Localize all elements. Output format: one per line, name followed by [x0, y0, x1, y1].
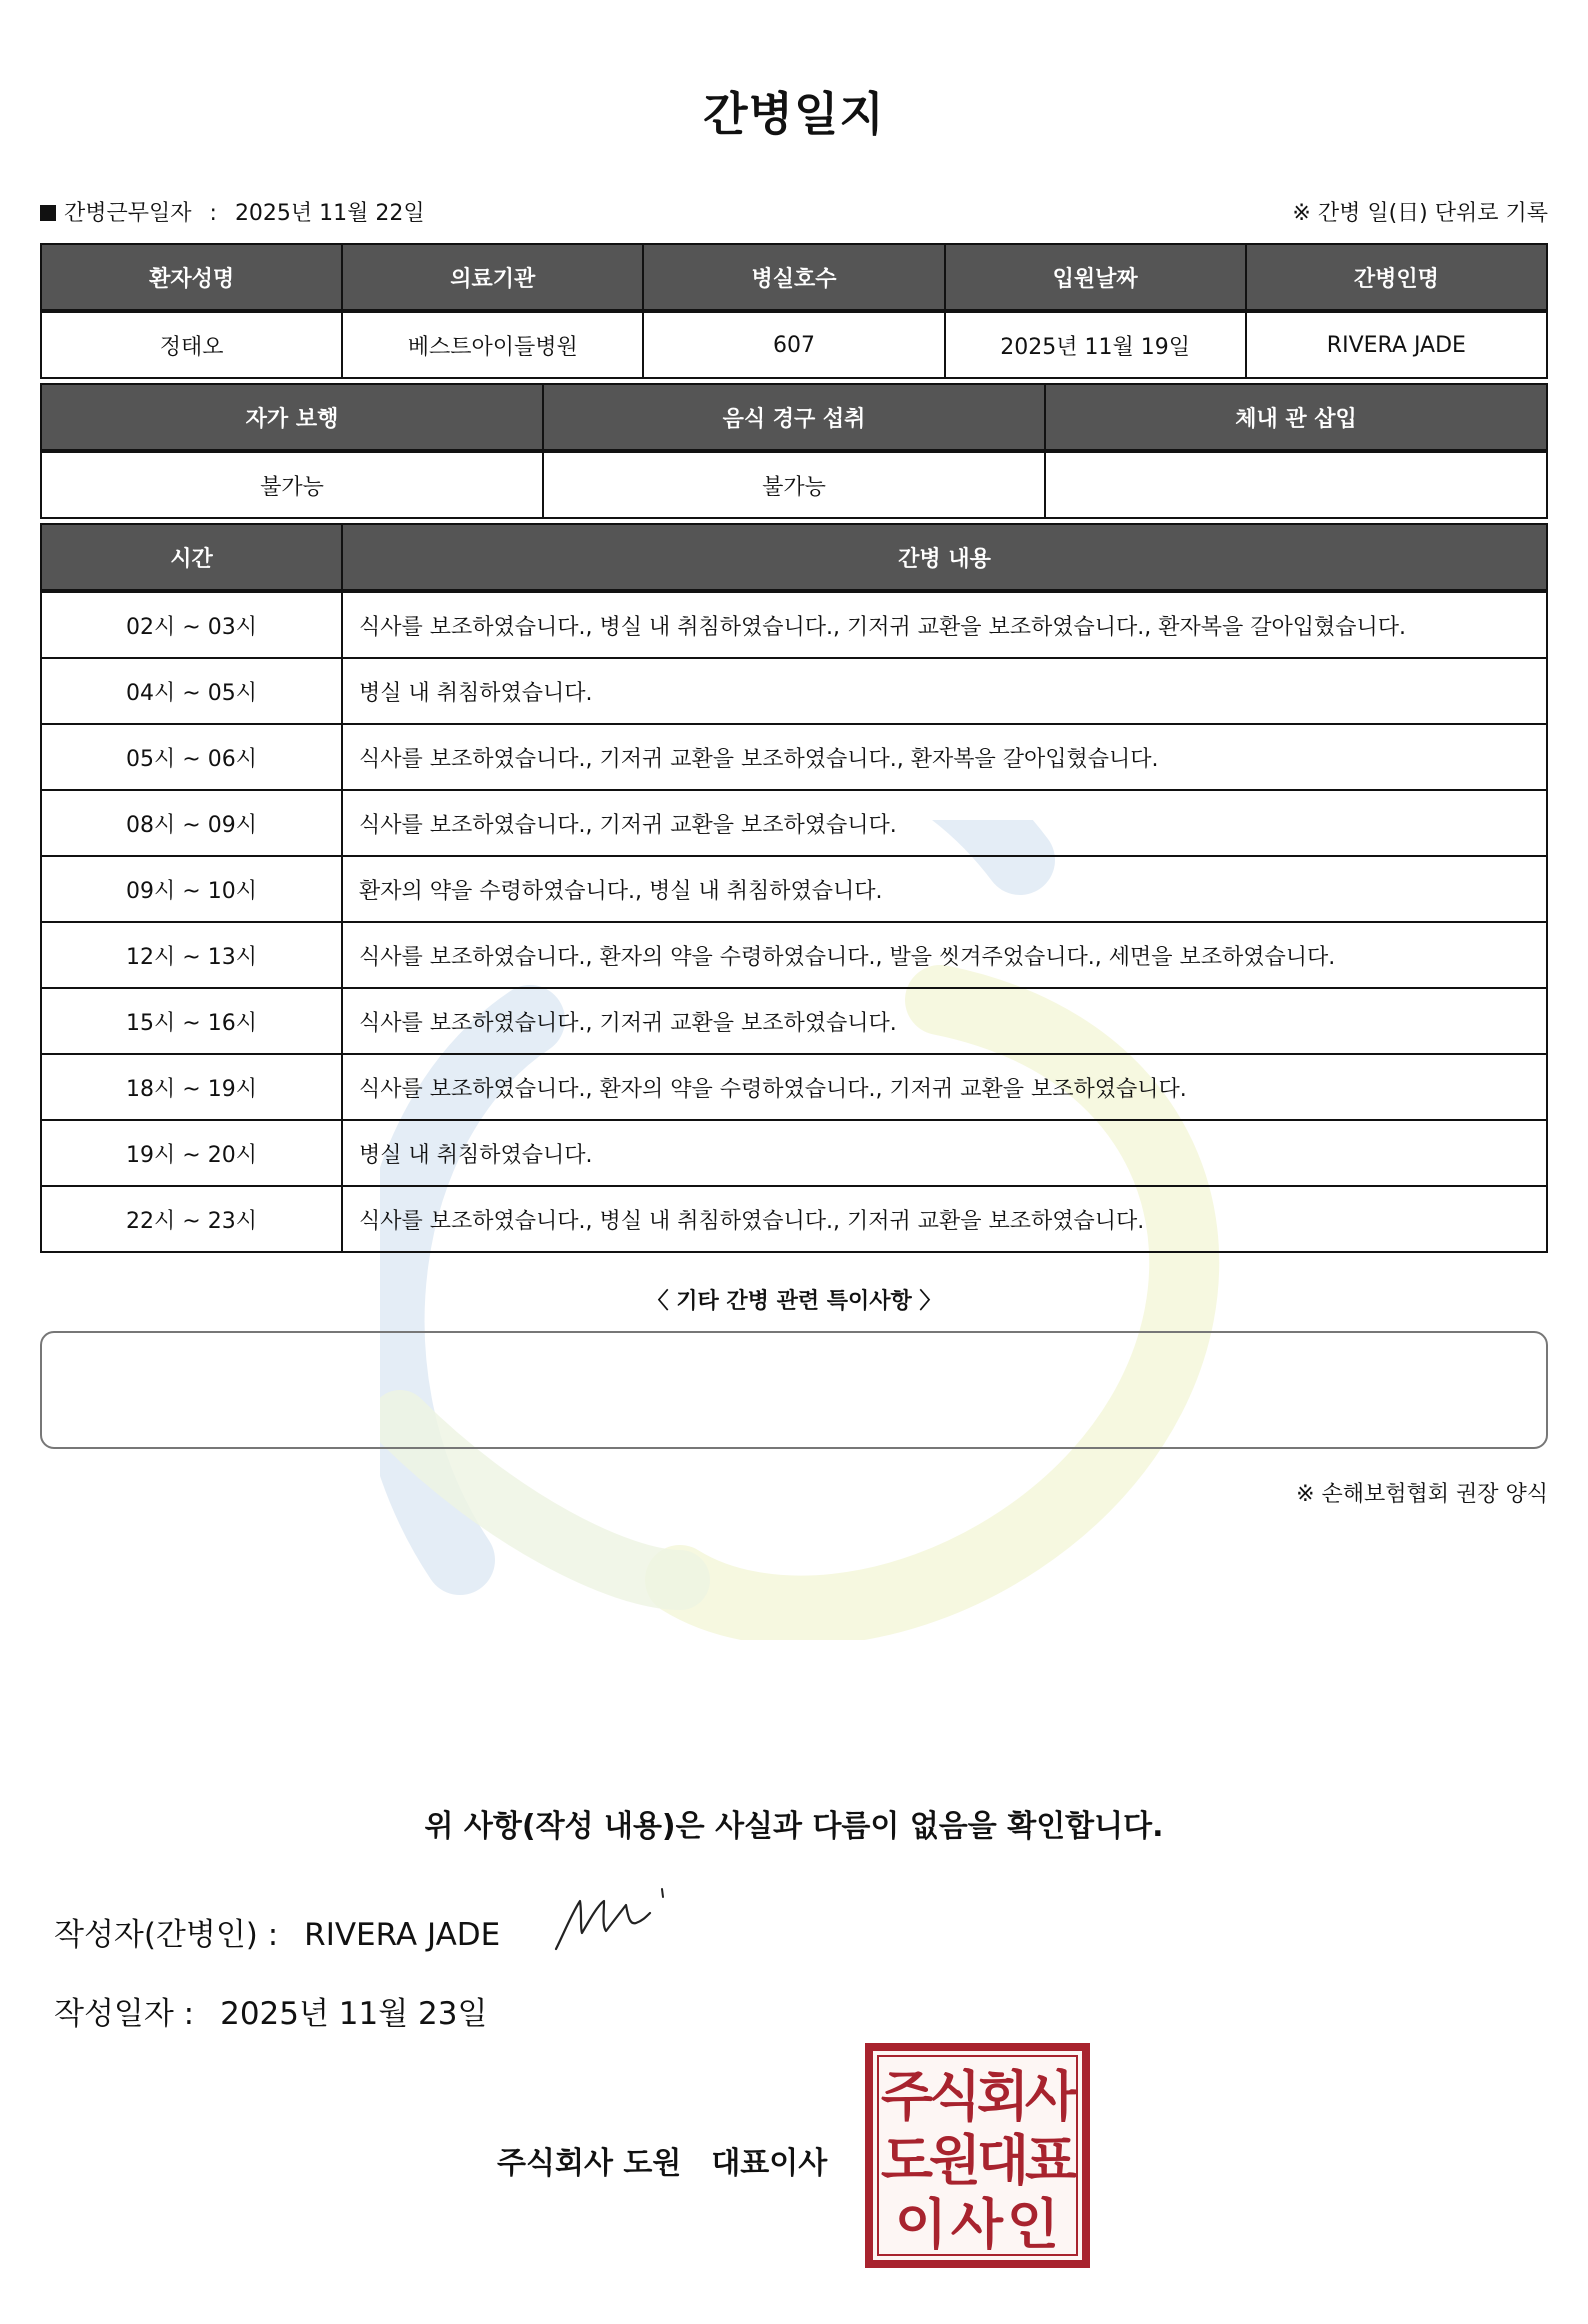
header-admission-date: 입원날짜: [945, 244, 1246, 311]
log-time: 15시 ~ 16시: [41, 988, 342, 1054]
log-time: 22시 ~ 23시: [41, 1186, 342, 1252]
svg-text:인: 인: [1006, 2193, 1060, 2256]
walking-status: 불가능: [41, 451, 543, 518]
table-row: [41, 311, 1547, 378]
written-date-line: [54, 1988, 487, 2033]
header-time: 시간: [41, 524, 342, 591]
table-row: [41, 451, 1547, 518]
svg-text:원: 원: [928, 2129, 982, 2192]
svg-text:이: 이: [894, 2193, 948, 2256]
company-seal: [865, 2043, 1090, 2268]
log-content: 식사를 보조하였습니다., 기저귀 교환을 보조하였습니다.: [342, 988, 1547, 1054]
header-patient-name: 환자성명: [41, 244, 342, 311]
log-time: 19시 ~ 20시: [41, 1120, 342, 1186]
table-row: [41, 988, 1547, 1054]
log-time: 09시 ~ 10시: [41, 856, 342, 922]
log-content: 식사를 보조하였습니다., 병실 내 취침하였습니다., 기저귀 교환을 보조하였습니다.: [342, 1186, 1547, 1252]
form-note: ※ 손해보험협회 권장 양식: [1296, 1482, 1548, 1507]
table-row: [41, 922, 1547, 988]
table-row: [41, 658, 1547, 724]
svg-text:사: 사: [950, 2193, 1004, 2256]
writer-name: RIVERA JADE: [304, 1917, 501, 1953]
svg-text:회: 회: [976, 2065, 1030, 2128]
table-header-row: [41, 384, 1547, 451]
oral-intake-status: 불가능: [543, 451, 1045, 518]
special-notes-title: 〈 기타 간병 관련 특이사항 〉: [646, 1289, 942, 1314]
table-row: [41, 1120, 1547, 1186]
work-date: [40, 196, 425, 227]
log-content: 병실 내 취침하였습니다.: [342, 658, 1547, 724]
colon: :: [209, 201, 217, 226]
header-oral-intake: 음식 경구 섭취: [543, 384, 1045, 451]
header-walking: 자가 보행: [41, 384, 543, 451]
unit-note: ※ 간병 일(日) 단위로 기록: [1292, 201, 1548, 226]
patient-name: 정태오: [41, 311, 342, 378]
header-room: 병실호수: [643, 244, 944, 311]
admission-date: 2025년 11월 19일: [945, 311, 1246, 378]
company-name: 주식회사 도원: [497, 2146, 682, 2181]
company-signature: [497, 2138, 827, 2182]
caregiver-name: RIVERA JADE: [1246, 311, 1547, 378]
written-date-label: 작성일자 :: [54, 1996, 195, 2032]
special-notes-box: [40, 1331, 1548, 1449]
header-content: 간병 내용: [342, 524, 1547, 591]
hospital-name: 베스트아이들병원: [342, 311, 643, 378]
room-number: 607: [643, 311, 944, 378]
care-log-table: [40, 523, 1548, 1253]
written-date-value: 2025년 11월 23일: [220, 1996, 488, 2032]
log-time: 04시 ~ 05시: [41, 658, 342, 724]
svg-text:도: 도: [880, 2129, 934, 2192]
header-caregiver: 간병인명: [1246, 244, 1547, 311]
patient-status-table: [40, 383, 1548, 519]
log-time: 08시 ~ 09시: [41, 790, 342, 856]
confirmation-statement: 위 사항(작성 내용)은 사실과 다름이 없음을 확인합니다.: [424, 1809, 1164, 1844]
work-date-value: 2025년 11월 22일: [234, 201, 425, 226]
table-header-row: [41, 524, 1547, 591]
log-content: 환자의 약을 수령하였습니다., 병실 내 취침하였습니다.: [342, 856, 1547, 922]
tube-status: [1045, 451, 1547, 518]
log-content: 식사를 보조하였습니다., 환자의 약을 수령하였습니다., 기저귀 교환을 보조하였습니다.: [342, 1054, 1547, 1120]
work-date-label: 간병근무일자: [64, 201, 192, 226]
svg-text:표: 표: [1024, 2129, 1078, 2192]
svg-text:대: 대: [976, 2129, 1030, 2192]
page-title: 간병일지: [703, 87, 885, 141]
handwritten-signature: [550, 1883, 670, 1955]
log-content: 식사를 보조하였습니다., 기저귀 교환을 보조하였습니다.: [342, 790, 1547, 856]
patient-info-table: [40, 243, 1548, 379]
log-time: 18시 ~ 19시: [41, 1054, 342, 1120]
log-content: 식사를 보조하였습니다., 기저귀 교환을 보조하였습니다., 환자복을 갈아입혔습니다.: [342, 724, 1547, 790]
table-row: [41, 724, 1547, 790]
company-title: 대표이사: [711, 2146, 828, 2181]
table-row: [41, 1186, 1547, 1252]
log-content: 식사를 보조하였습니다., 환자의 약을 수령하였습니다., 발을 씻겨주었습니다., 세면을 보조하였습니다.: [342, 922, 1547, 988]
square-bullet-icon: [40, 205, 56, 221]
meta-row: [40, 196, 1548, 230]
table-row: [41, 1054, 1547, 1120]
header-tube: 체내 관 삽입: [1045, 384, 1547, 451]
svg-text:주: 주: [880, 2065, 934, 2128]
log-content: 식사를 보조하였습니다., 병실 내 취침하였습니다., 기저귀 교환을 보조하였습니다., 환자복을 갈아입혔습니다.: [342, 591, 1547, 658]
log-time: 02시 ~ 03시: [41, 591, 342, 658]
table-row: [41, 856, 1547, 922]
log-time: 12시 ~ 13시: [41, 922, 342, 988]
log-time: 05시 ~ 06시: [41, 724, 342, 790]
log-content: 병실 내 취침하였습니다.: [342, 1120, 1547, 1186]
svg-text:사: 사: [1024, 2065, 1078, 2128]
table-header-row: [41, 244, 1547, 311]
table-row: [41, 790, 1547, 856]
svg-text:식: 식: [928, 2065, 982, 2128]
writer-line: [54, 1909, 500, 1954]
header-hospital: 의료기관: [342, 244, 643, 311]
writer-label: 작성자(간병인) :: [54, 1917, 279, 1953]
table-row: [41, 591, 1547, 658]
